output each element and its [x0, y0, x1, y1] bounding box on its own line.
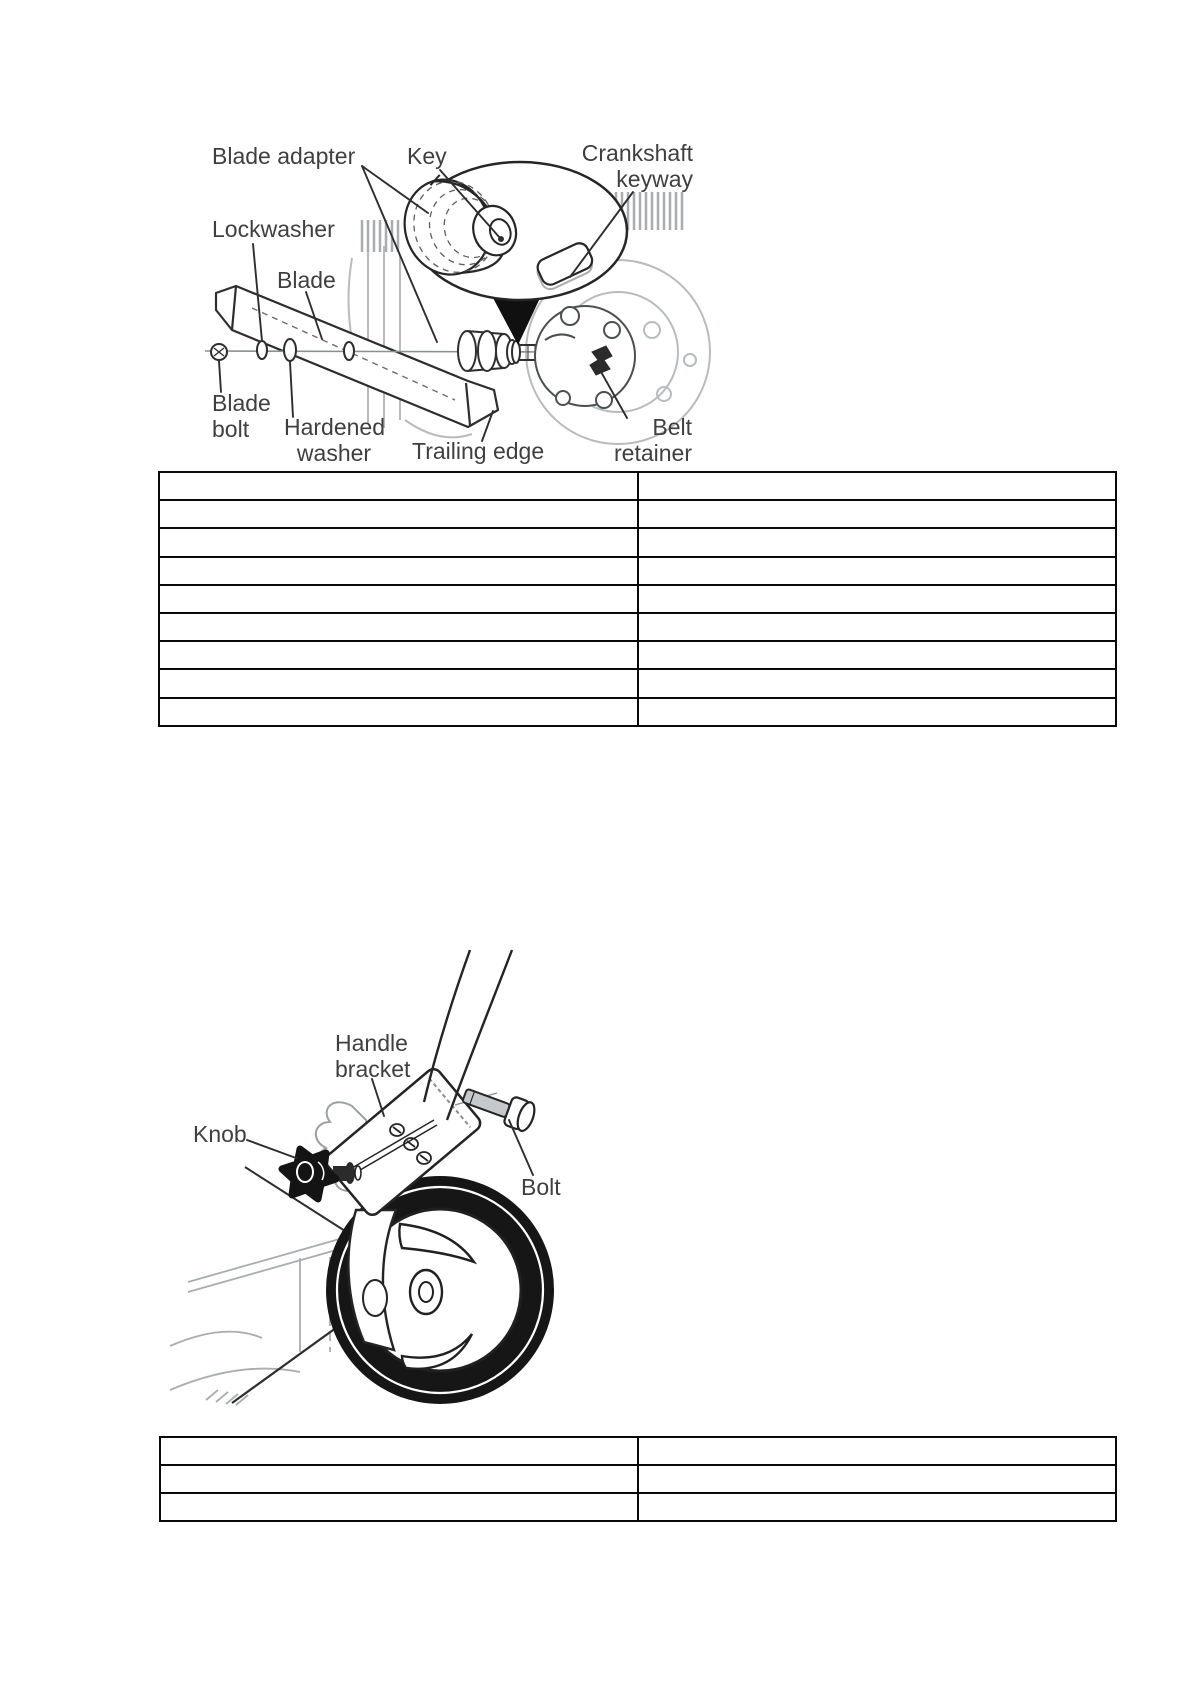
table-cell	[160, 1493, 638, 1521]
table-cell	[638, 1437, 1116, 1465]
label-key: Key	[407, 143, 447, 169]
label-line: washer	[296, 440, 372, 466]
table-cell	[638, 641, 1117, 669]
table-cell	[638, 585, 1117, 613]
label-trailing-edge: Trailing edge	[412, 438, 545, 464]
table-row	[159, 641, 1116, 669]
table-cell	[638, 669, 1117, 697]
parts-table-lower-body	[160, 1437, 1116, 1521]
table-cell	[160, 1437, 638, 1465]
table-row	[159, 585, 1116, 613]
table-row	[159, 698, 1116, 726]
hardened-washer-part	[284, 339, 296, 361]
blade-assembly-illustration	[205, 158, 710, 444]
table-cell	[638, 557, 1117, 585]
parts-table-upper-body	[159, 472, 1116, 726]
table-cell	[159, 698, 638, 726]
table-cell	[638, 528, 1117, 556]
table-cell	[159, 500, 638, 528]
label-hardened-washer	[284, 414, 384, 466]
table-row	[159, 528, 1116, 556]
table-row	[160, 1437, 1116, 1465]
label-knob: Knob	[193, 1121, 247, 1147]
table-cell	[638, 500, 1117, 528]
table-row	[159, 472, 1116, 500]
table-row	[159, 613, 1116, 641]
label-line: Handle	[335, 1030, 408, 1056]
table-cell	[638, 1493, 1116, 1521]
blade-adapter-part	[458, 331, 517, 371]
label-line: Blade	[212, 390, 271, 416]
label-blade-bolt	[212, 390, 271, 442]
handle-bracket-illustration	[170, 950, 554, 1405]
table-row	[160, 1465, 1116, 1493]
table-row	[159, 500, 1116, 528]
label-bolt: Bolt	[521, 1174, 561, 1200]
hub-part	[535, 306, 635, 408]
label-line: keyway	[616, 166, 693, 192]
table-row	[159, 669, 1116, 697]
label-crankshaft-keyway	[570, 140, 693, 192]
table-cell	[159, 472, 638, 500]
label-line: Hardened	[284, 414, 386, 440]
table-cell	[159, 669, 638, 697]
label-line: bolt	[212, 416, 250, 442]
table-cell	[159, 585, 638, 613]
lockwasher-part	[257, 341, 267, 359]
table-cell	[159, 613, 638, 641]
parts-table-upper	[158, 471, 1117, 727]
table-cell	[638, 472, 1117, 500]
table-cell	[638, 1465, 1116, 1493]
label-blade-adapter: Blade adapter	[212, 143, 356, 169]
label-line: retainer	[614, 440, 692, 466]
label-line: Belt	[652, 414, 692, 440]
label-handle-bracket	[335, 1030, 410, 1082]
table-row	[160, 1493, 1116, 1521]
label-belt-retainer	[600, 414, 692, 466]
label-line: bracket	[335, 1056, 411, 1082]
table-cell	[638, 613, 1117, 641]
table-cell	[638, 698, 1117, 726]
label-blade: Blade	[277, 267, 336, 293]
table-cell	[159, 557, 638, 585]
label-line: Crankshaft	[581, 140, 693, 166]
table-cell	[159, 528, 638, 556]
table-row	[159, 557, 1116, 585]
label-lockwasher: Lockwasher	[212, 216, 335, 242]
table-cell	[160, 1465, 638, 1493]
parts-table-lower	[159, 1436, 1117, 1522]
table-cell	[159, 641, 638, 669]
